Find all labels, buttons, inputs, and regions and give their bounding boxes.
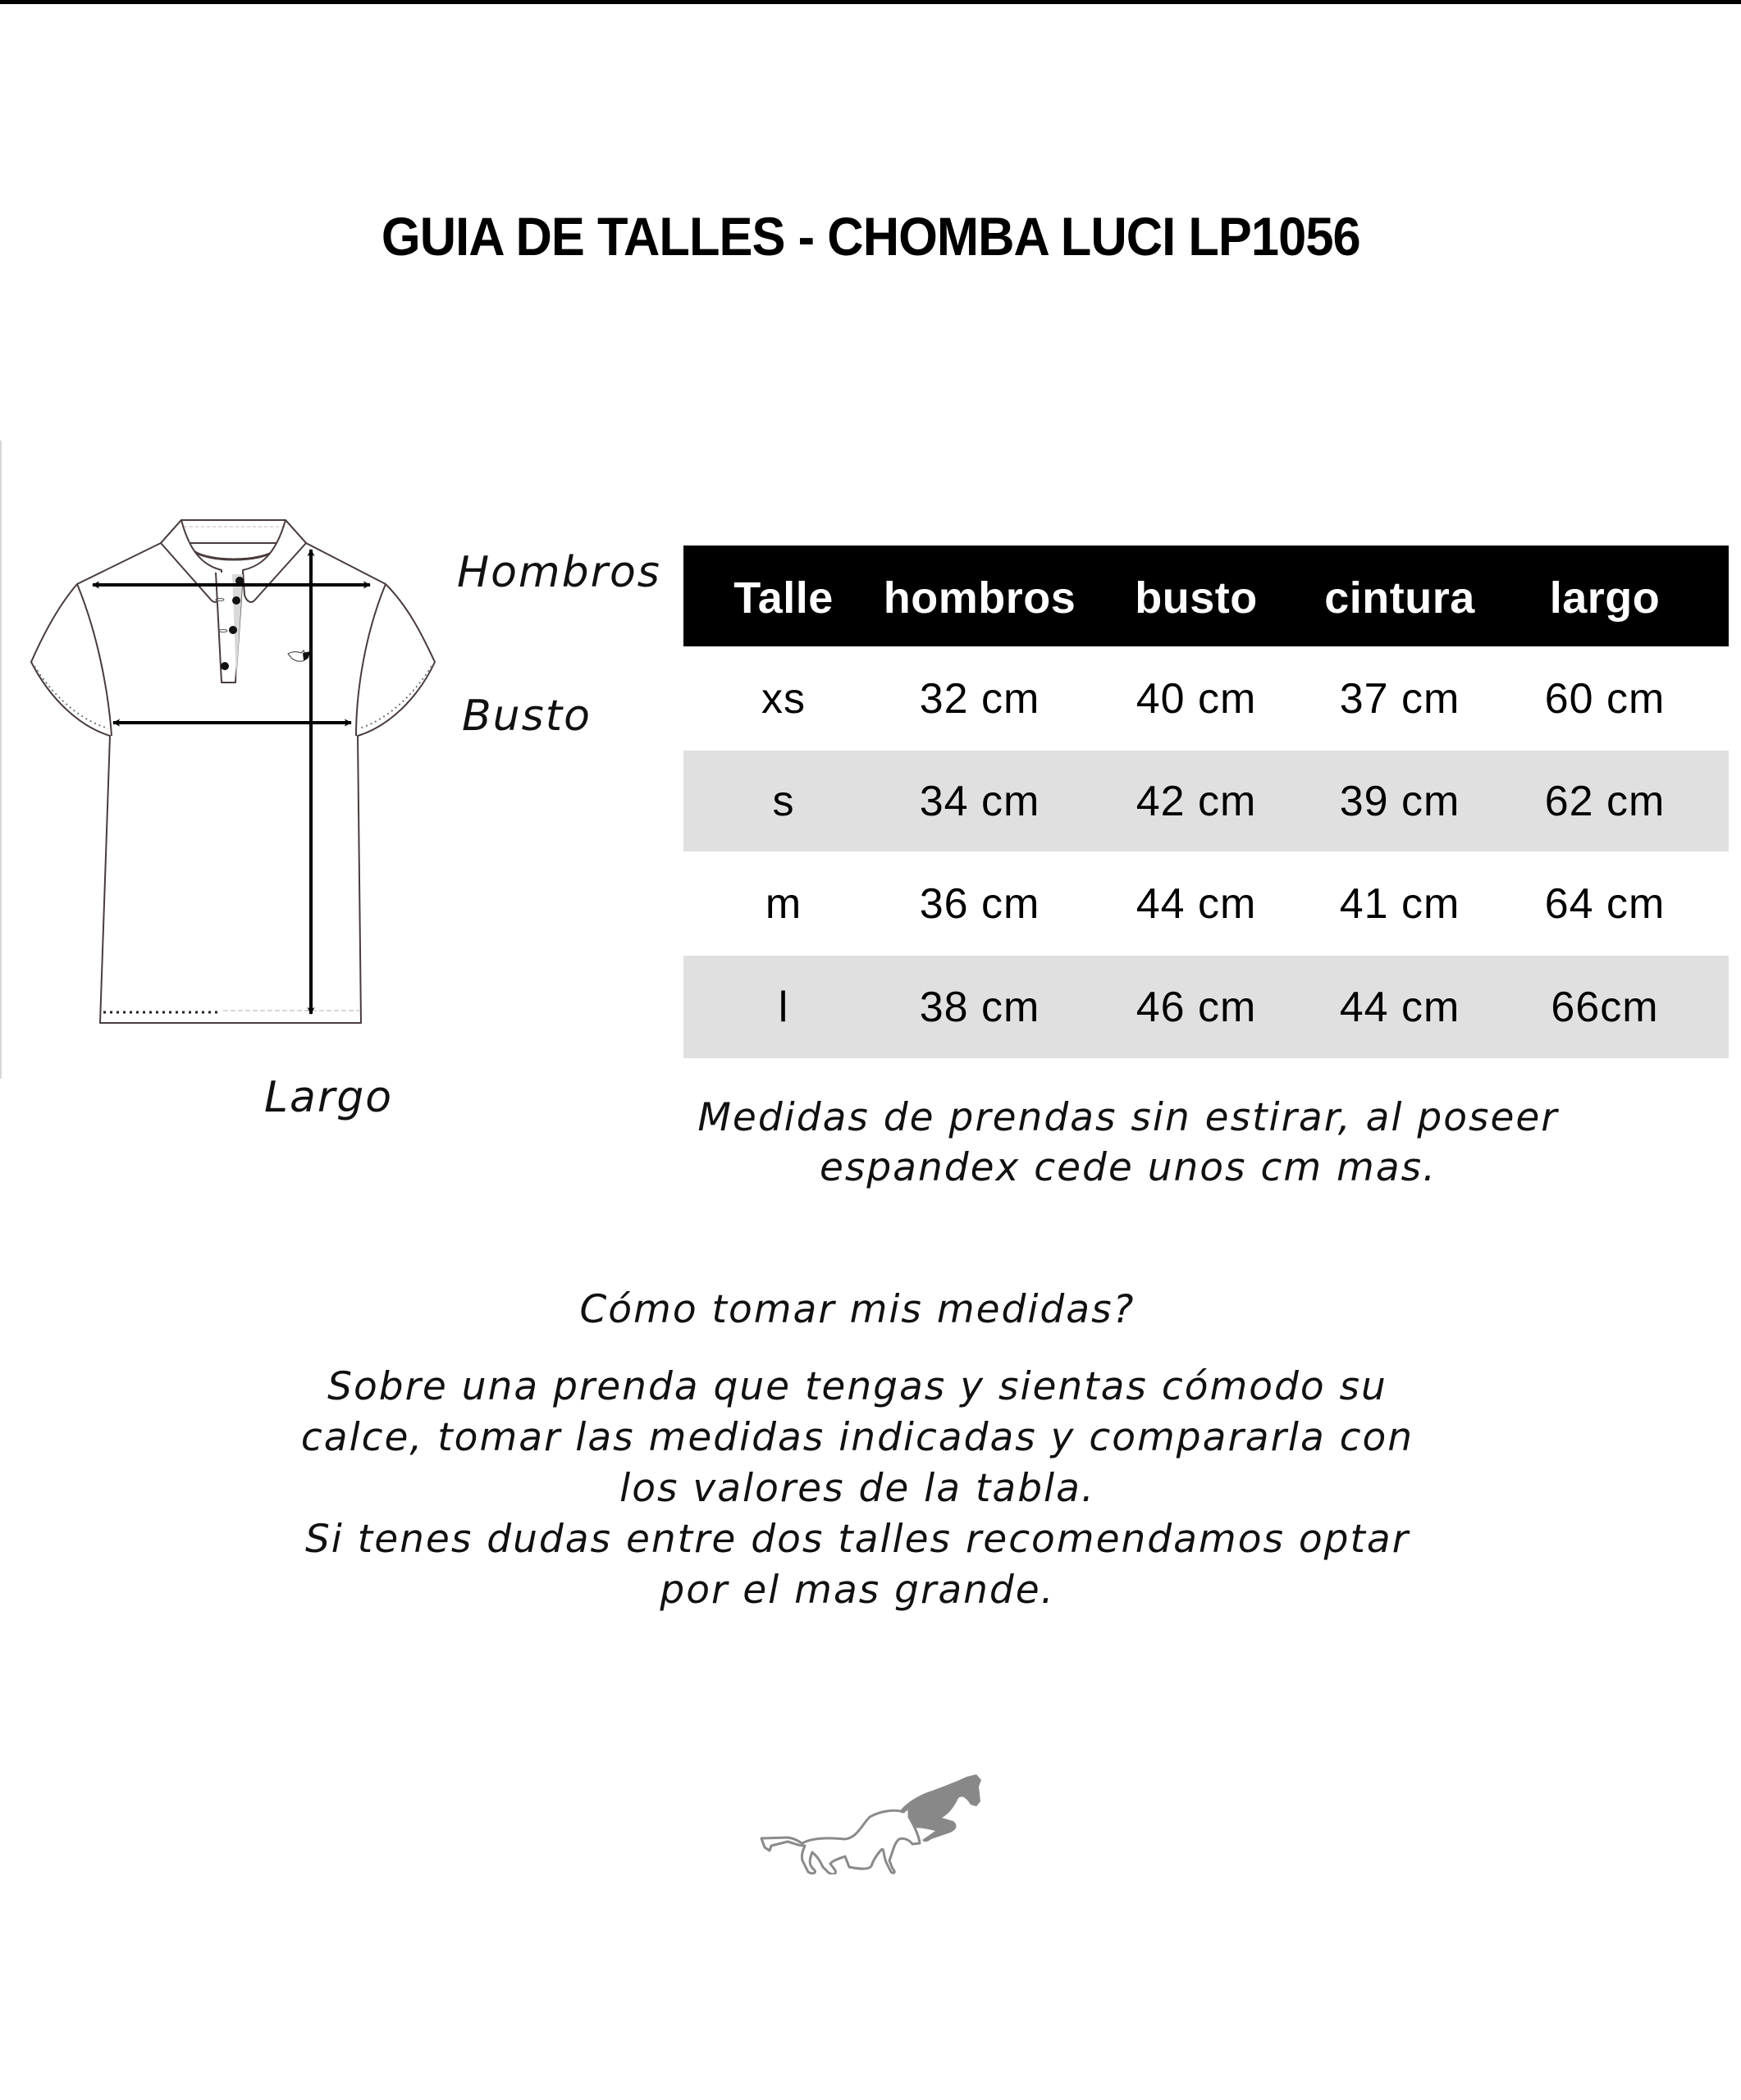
table-row bbox=[683, 751, 1729, 851]
header-largo: largo bbox=[1549, 573, 1661, 623]
how-to-line: Si tenes dudas entre dos talles recomendamos optar bbox=[304, 1517, 1410, 1562]
header-cintura: cintura bbox=[1324, 573, 1475, 623]
cell-cintura: 39 cm bbox=[1339, 777, 1460, 825]
size-table bbox=[683, 546, 1729, 1058]
cell-talle: xs bbox=[761, 674, 806, 723]
cell-cintura: 41 cm bbox=[1339, 879, 1460, 928]
cell-busto: 46 cm bbox=[1136, 983, 1257, 1031]
how-to-paragraph bbox=[283, 1362, 1432, 1616]
page-title bbox=[0, 203, 1741, 269]
cell-hombros: 36 cm bbox=[919, 879, 1040, 928]
header-busto: busto bbox=[1135, 573, 1258, 623]
note-line: espandex cede unos cm mas. bbox=[819, 1145, 1437, 1190]
header-talle: Talle bbox=[733, 573, 834, 623]
table-header-row bbox=[683, 546, 1729, 646]
header-hombros: hombros bbox=[883, 573, 1076, 623]
cell-hombros: 38 cm bbox=[919, 983, 1040, 1031]
polo-shirt-diagram-icon bbox=[0, 492, 459, 1050]
cell-busto: 40 cm bbox=[1136, 674, 1257, 723]
measurement-note bbox=[640, 1093, 1616, 1193]
label-busto: Busto bbox=[462, 692, 592, 741]
cell-largo: 62 cm bbox=[1544, 777, 1666, 825]
cell-largo: 66cm bbox=[1551, 983, 1659, 1031]
top-border bbox=[0, 0, 1741, 4]
how-to-line: Sobre una prenda que tengas y sientas cómodo su bbox=[327, 1364, 1387, 1409]
cell-talle: s bbox=[772, 777, 795, 825]
label-largo: Largo bbox=[264, 1073, 394, 1122]
cell-busto: 44 cm bbox=[1136, 879, 1257, 928]
cell-largo: 60 cm bbox=[1544, 674, 1666, 723]
cell-talle: l bbox=[778, 983, 789, 1031]
two-horses-logo-icon bbox=[755, 1755, 989, 1874]
how-to-line: los valores de la tabla. bbox=[619, 1466, 1095, 1511]
table-row bbox=[683, 956, 1729, 1058]
how-to-line: por el mas grande. bbox=[660, 1568, 1055, 1613]
table-row bbox=[683, 851, 1729, 956]
label-hombros: Hombros bbox=[457, 548, 661, 597]
cell-cintura: 44 cm bbox=[1339, 983, 1460, 1031]
note-line: Medidas de prendas sin estirar, al poseer bbox=[697, 1095, 1559, 1140]
table-row bbox=[683, 646, 1729, 751]
how-to-heading: Cómo tomar mis medidas? bbox=[579, 1287, 1136, 1332]
cell-hombros: 32 cm bbox=[919, 674, 1040, 723]
cell-hombros: 34 cm bbox=[919, 777, 1040, 825]
cell-busto: 42 cm bbox=[1136, 777, 1257, 825]
how-to-line: calce, tomar las medidas indicadas y compararla con bbox=[300, 1415, 1414, 1460]
cell-talle: m bbox=[765, 879, 802, 928]
page-title-text: GUIA DE TALLES - CHOMBA LUCI LP1056 bbox=[381, 206, 1360, 267]
cell-largo: 64 cm bbox=[1544, 879, 1666, 928]
cell-cintura: 37 cm bbox=[1339, 674, 1460, 723]
